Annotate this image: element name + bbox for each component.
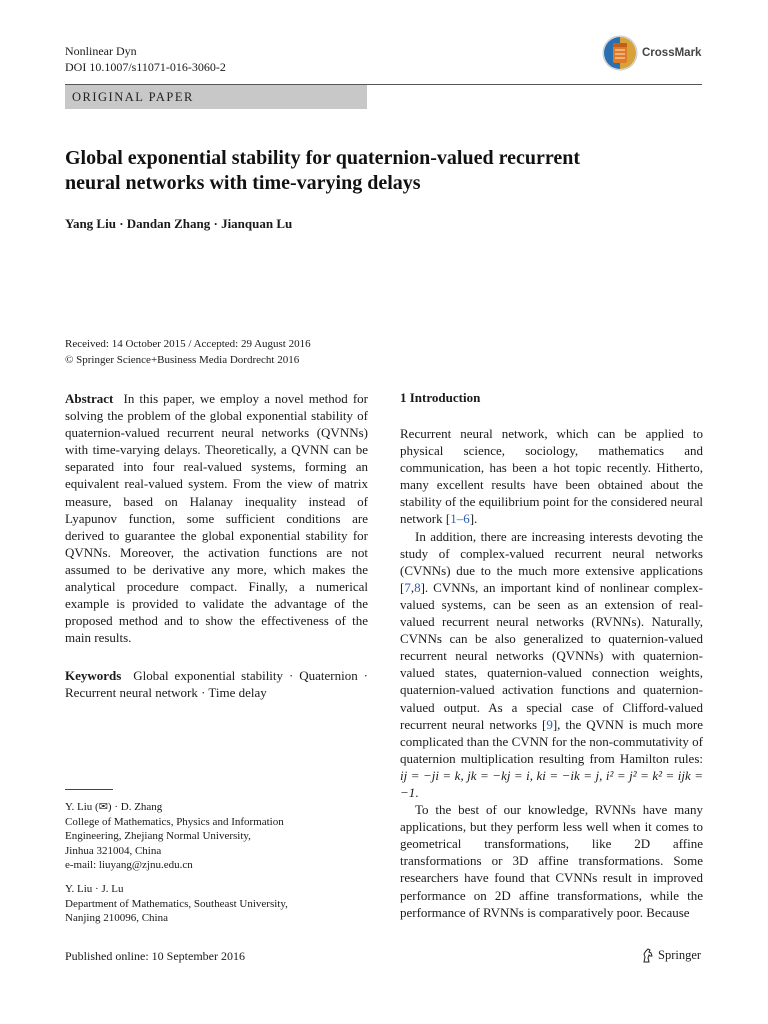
abstract-label: Abstract [65, 391, 114, 406]
keywords-text: Global exponential stability · Quaternion · Recurrent neural network · Time delay [65, 668, 368, 701]
affiliation-2 [65, 882, 368, 926]
affiliation-line: Nanjing 210096, China [65, 912, 168, 925]
journal-info [65, 43, 226, 75]
affiliation-line: Department of Mathematics, Southeast University, [65, 897, 288, 910]
affiliation-authors: Y. Liu (✉) · D. Zhang [65, 801, 163, 813]
copyright: © Springer Science+Business Media Dordrecht 2016 [65, 354, 300, 366]
affiliation-line: Engineering, Zhejiang Normal University, [65, 830, 251, 843]
title-line-2: neural networks with time-varying delays [65, 172, 421, 194]
article-dates [65, 336, 311, 368]
affiliation-1 [65, 800, 368, 873]
section-heading: 1 Introduction [400, 390, 481, 405]
publisher-logo [642, 948, 701, 963]
keywords-label: Keywords [65, 668, 122, 683]
published-date: Published online: 10 September 2016 [65, 949, 245, 963]
crossmark-label: CrossMark [642, 47, 702, 59]
introduction-body [400, 425, 703, 921]
affiliation-line: College of Mathematics, Physics and Information [65, 815, 284, 828]
citation-link[interactable]: 9 [546, 716, 553, 732]
author-email[interactable]: e-mail: liuyang@zjnu.edu.cn [65, 859, 193, 872]
keywords [65, 667, 368, 701]
intro-paragraph-3: To the best of our knowledge, RVNNs have many applications, but they perform less well when it comes to geometrical transformations, like 2D affine transformations or 3D affine transformations. Some researchers have found that CVNNs result in improved performance on 2D affine transformations, while the performance of RVNNs is comparatively poor. Because [400, 802, 703, 920]
abstract-text: In this paper, we employ a novel method for solving the problem of the global exponential stability of quaternion-valued recurrent neural networks (QVNNs) with time-varying delays. Theoretically, a QVNN can be separated into four real-valued systems, forming an equivalent real-valued system. From the view of matrix measure, based on Halanay inequality instead of Lyapunov function, some sufficient conditions are derived to guarantee the global exponential stability for QVNNs. Moreover, the activation functions are not assumed to be derivative any more, which makes the analytical procedure compact. Finally, a numerical example is provided to validate the advantage of the proposed method and to show the effectiveness of the main results. [65, 391, 369, 646]
abstract [65, 390, 368, 646]
citation-link[interactable]: 7 [404, 579, 411, 595]
citation-link[interactable]: 1–6 [450, 511, 470, 527]
paper-type: ORIGINAL PAPER [72, 90, 194, 104]
citation-link[interactable]: 8 [414, 579, 421, 595]
paper-title [65, 146, 705, 196]
title-line-1: Global exponential stability for quaternion-valued recurrent [65, 147, 581, 169]
paper-type-banner [65, 85, 367, 109]
springer-horse-icon [642, 948, 654, 963]
affiliation-line: Jinhua 321004, China [65, 844, 162, 857]
received-accepted: Received: 14 October 2015 / Accepted: 29 August 2016 [65, 338, 311, 350]
footnote-rule [65, 789, 113, 790]
hamilton-rules: ij = −ji = k, jk = −kj = i, ki = −ik = j, i² = j² = k² = ijk = −1 [400, 767, 703, 800]
journal-name: Nonlinear Dyn [65, 44, 137, 58]
doi: DOI 10.1007/s11071-016-3060-2 [65, 60, 226, 74]
publisher-name: Springer [658, 948, 702, 962]
crossmark-icon [602, 35, 638, 71]
author-list: Yang Liu · Dandan Zhang · Jianquan Lu [65, 216, 293, 231]
crossmark-badge[interactable] [602, 33, 712, 73]
intro-paragraph-1: Recurrent neural network, which can be applied to physical science, sociology, mathematics and communication, has been a hot topic recently. Hitherto, many excellent results have been obtained about the stability of the equilibrium point for the considered neural network [1–6]. [400, 426, 703, 527]
affiliation-authors: Y. Liu · J. Lu [65, 883, 124, 895]
intro-paragraph-2: In addition, there are increasing interests devoting the study of complex-valued recurrent neural networks (CVNNs) due to the much more extensive applications [7,8]. CVNNs, an important kind of nonlinear complex-valued systems, can be seen as an extension of real-valued recurrent neural networks (RVNNs). Naturally, CVNNs can be also generalized to quaternion-valued recurrent neural networks (QVNNs) with quaternion-valued states, quaternion-valued connection weights, quaternion-valued activation functions and quaternion-valued output. As a special case of Clifford-valued recurrent neural networks [9], the QVNN is much more complicated than the CVNN for the non-commutativity of quaternion multiplication resulting from Hamilton rules: ij = −ji = k, jk = −kj = i, ki = −ik = j, i² = j² = k² = ijk = −1. [400, 528, 703, 800]
